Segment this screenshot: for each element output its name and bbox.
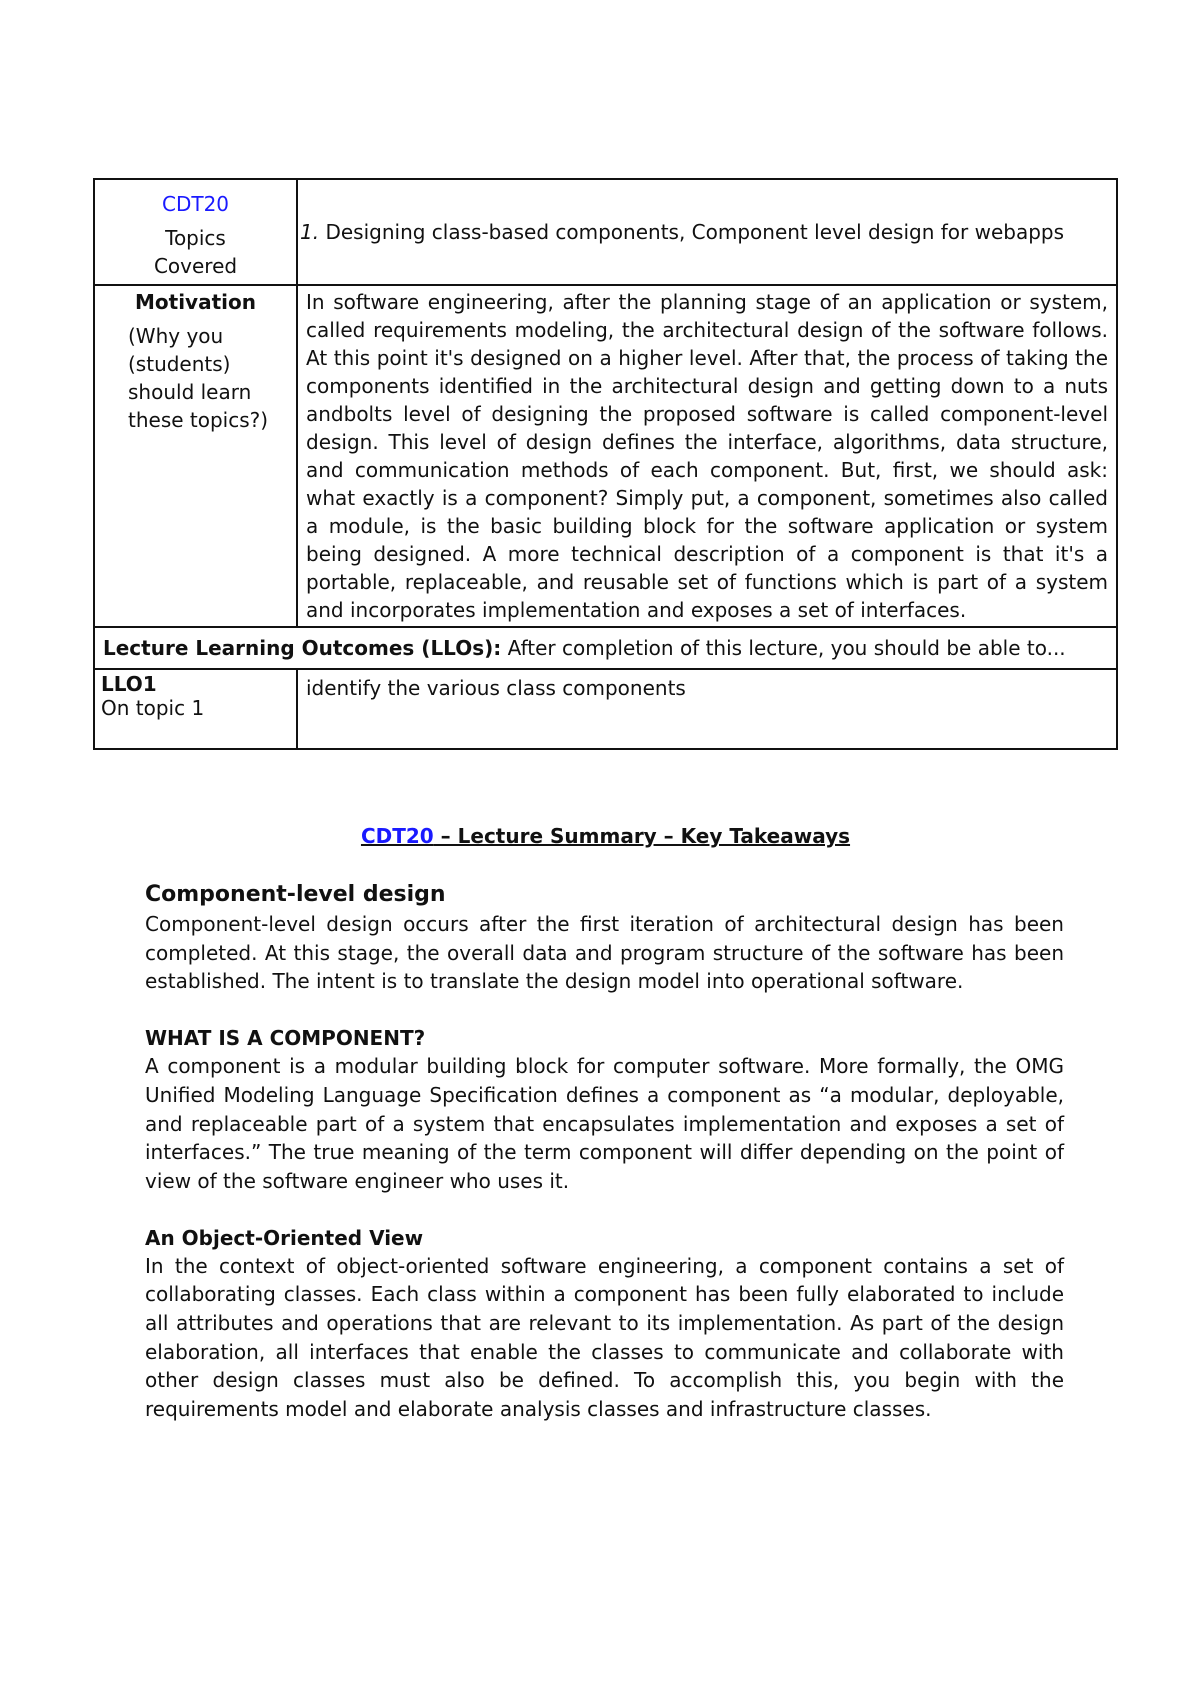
motivation-label: Motivation bbox=[135, 290, 256, 314]
motivation-text: In software engineering, after the planning stage of an application or system, called requirements modeling, the architectural design of the software follows. At this point it's designed on a higher level. After that, the process of taking the components identified in the architectural design and getting down to a nuts andbolts level of designing the proposed software is called component-level design. This level of design defines the interface, algorithms, data structure, and communication methods of each component. But, first, we should ask: what exactly is a component? Simply put, a component, sometimes also called a module, is the basic building block for the software application or system being designed. A more technical description of a component is that it's a portable, replaceable, and reusable set of functions which is part of a system and incorporates implementation and exposes a set of interfaces. bbox=[297, 285, 1117, 627]
topics-label-cell bbox=[94, 179, 297, 285]
llo1-row bbox=[94, 669, 1117, 749]
section-heading: WHAT IS A COMPONENT? bbox=[145, 1026, 426, 1051]
lecture-info-table bbox=[93, 178, 1118, 750]
llo-header-label: Lecture Learning Outcomes (LLOs): bbox=[103, 636, 502, 660]
course-code: CDT20 bbox=[161, 192, 230, 216]
summary-body bbox=[145, 880, 1064, 1452]
summary-title bbox=[93, 822, 1118, 850]
summary-course-link[interactable]: CDT20 bbox=[360, 824, 434, 848]
llo-header-text: After completion of this lecture, you should be able to... bbox=[501, 636, 1066, 660]
section-text: A component is a modular building block for computer software. More formally, the OMG Unified Modeling Language Specification defines a component as “a modular, deployable, and replaceable part of a system that encapsulates implementation and exposes a set of interfaces.” The true meaning of the term component will differ depending on the point of view of the software engineer who uses it. bbox=[145, 1054, 1064, 1193]
motivation-sub: (Why you (students) should learn these topics?) bbox=[128, 324, 269, 432]
llo1-label: LLO1 bbox=[101, 672, 157, 696]
llo1-text: identify the various class components bbox=[297, 669, 1117, 749]
topics-number: 1. bbox=[300, 220, 320, 244]
section-text: Component-level design occurs after the first iteration of architectural design has been completed. At this stage, the overall data and program structure of the software has been established. The intent is to translate the design model into operational software. bbox=[145, 912, 1064, 994]
topics-cell bbox=[297, 179, 1117, 285]
section-heading: Component-level design bbox=[145, 882, 446, 907]
llo-header-cell bbox=[94, 627, 1117, 669]
llo-header-row bbox=[94, 627, 1117, 669]
motivation-row bbox=[94, 285, 1117, 627]
topics-text: Designing class-based components, Component level design for webapps bbox=[325, 220, 1065, 244]
llo1-sub: On topic 1 bbox=[101, 696, 205, 720]
llo1-label-cell bbox=[94, 669, 297, 749]
motivation-label-cell bbox=[94, 285, 297, 627]
topics-row bbox=[94, 179, 1117, 285]
section-heading: An Object-Oriented View bbox=[145, 1225, 424, 1250]
topics-label: Topics Covered bbox=[153, 226, 238, 278]
section-text: In the context of object-oriented software engineering, a component contains a set of collaborating classes. Each class within a component has been fully elaborated to include all attributes and operations that are relevant to its implementation. As part of the design elaboration, all interfaces that enable the classes to communicate and collaborate with other design classes must also be defined. To accomplish this, you begin with the requirements model and elaborate analysis classes and infrastructure classes. bbox=[145, 1253, 1064, 1422]
summary-title-text: – Lecture Summary – Key Takeaways bbox=[433, 824, 851, 848]
